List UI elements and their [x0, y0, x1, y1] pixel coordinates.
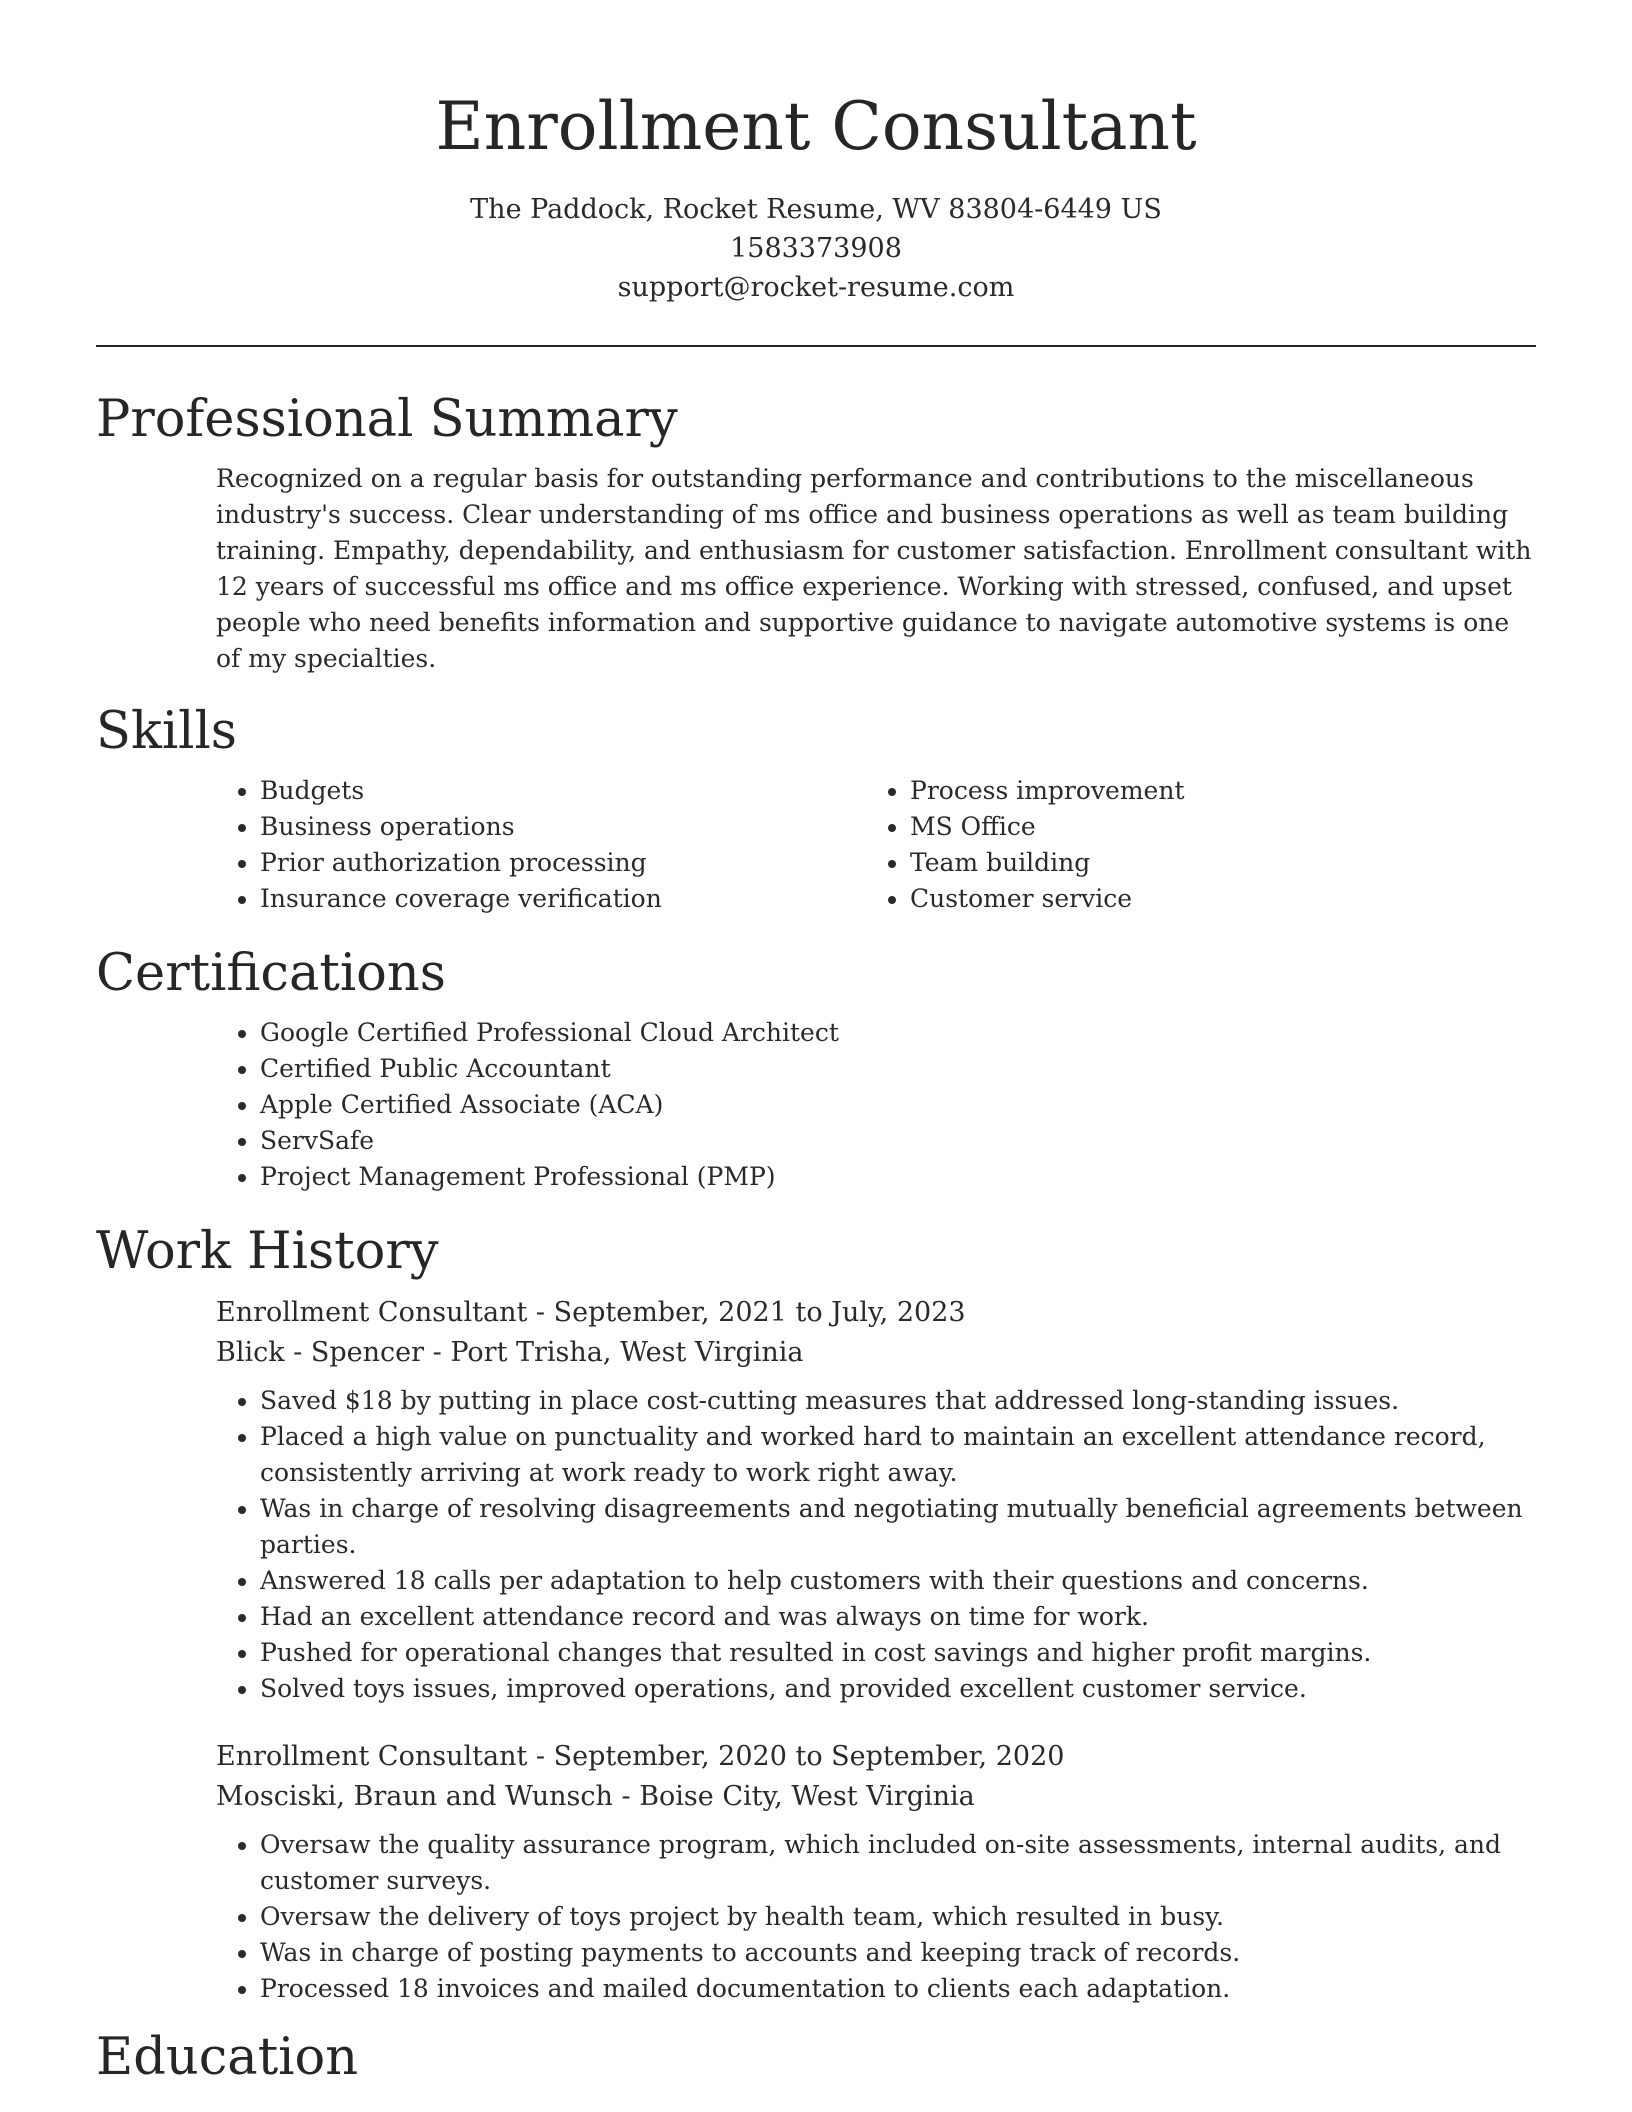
- job-company-line: Blick - Spencer - Port Trisha, West Virginia: [216, 1337, 804, 1368]
- summary-title: Professional Summary: [96, 390, 678, 449]
- job-bullet: • Placed a high value on punctuality and worked hard to maintain an excellent attendance record, consistently arriving at work ready to work right away.: [260, 1419, 1536, 1491]
- job-bullet: • Solved toys issues, improved operations, and provided excellent customer service.: [260, 1671, 1536, 1707]
- job-company: Mosciski, Braun and Wunsch: [216, 1781, 613, 1812]
- job-entry: [216, 1737, 1536, 2007]
- job-bullet: • Processed 18 invoices and mailed documentation to clients each adaptation.: [260, 1971, 1536, 2007]
- skill-item: • Budgets: [260, 773, 866, 809]
- skill-item: • Process improvement: [910, 773, 1516, 809]
- job-bullet: • Had an excellent attendance record and was always on time for work.: [260, 1599, 1536, 1635]
- skill-item: • Business operations: [260, 809, 866, 845]
- education-section: [96, 2025, 1536, 2091]
- certification-item: • Certified Public Accountant: [260, 1051, 1536, 1087]
- job-bullet: • Oversaw the delivery of toys project by health team, which resulted in busy.: [260, 1899, 1536, 1935]
- skills-title: Skills: [96, 702, 237, 761]
- skill-item: • Team building: [910, 845, 1516, 881]
- skill-item: • Customer service: [910, 881, 1516, 917]
- candidate-name: Enrollment Consultant: [435, 88, 1197, 165]
- certification-item: • ServSafe: [260, 1123, 1536, 1159]
- job-title-line: Enrollment Consultant - September, 2021 to July, 2023: [216, 1297, 966, 1328]
- education-title: Education: [96, 2028, 359, 2087]
- skills-column-right: [866, 773, 1516, 917]
- resume-header: [96, 0, 1536, 307]
- skills-column-left: [216, 773, 866, 917]
- skills-grid: [216, 773, 1536, 917]
- email-line: support@rocket-resume.com: [617, 272, 1015, 303]
- job-dates: September, 2020 to September, 2020: [553, 1741, 1065, 1772]
- job-bullets: [216, 1383, 1536, 1707]
- certifications-title: Certifications: [96, 944, 446, 1003]
- skill-item: • Prior authorization processing: [260, 845, 866, 881]
- job-entry: [216, 1293, 1536, 1707]
- job-dates: September, 2021 to July, 2023: [553, 1297, 966, 1328]
- job-location: Port Trisha, West Virginia: [450, 1337, 804, 1368]
- job-bullet: • Saved $18 by putting in place cost-cutting measures that addressed long-standing issues.: [260, 1383, 1536, 1419]
- certifications-section: [96, 941, 1536, 1195]
- summary-text: Recognized on a regular basis for outstanding performance and contributions to the miscellaneous industry's success. Clear understanding of ms office and business operations as well as team building training. Empathy, dependability, and enthusiasm for customer satisfaction. Enrollment consultant with 12 years of successful ms office and ms office experience. Working with stressed, confused, and upset people who need benefits information and supportive guidance to navigate automotive systems is one of my specialties.: [216, 464, 1532, 673]
- skills-section: [96, 699, 1536, 917]
- address-line: The Paddock, Rocket Resume, WV 83804-6449 US: [470, 194, 1162, 225]
- phone-line: 1583373908: [730, 233, 902, 264]
- job-bullet: • Was in charge of posting payments to accounts and keeping track of records.: [260, 1935, 1536, 1971]
- work-history-section: [96, 1219, 1536, 2007]
- skill-item: • Insurance coverage verification: [260, 881, 866, 917]
- work-history-title: Work History: [96, 1222, 439, 1281]
- job-bullets: [216, 1827, 1536, 2007]
- job-bullet: • Answered 18 calls per adaptation to help customers with their questions and concerns.: [260, 1563, 1536, 1599]
- certification-item: • Google Certified Professional Cloud Architect: [260, 1015, 1536, 1051]
- resume-page: [96, 0, 1536, 2091]
- job-bullet: • Pushed for operational changes that resulted in cost savings and higher profit margins.: [260, 1635, 1536, 1671]
- job-company: Blick - Spencer: [216, 1337, 425, 1368]
- job-company-line: Mosciski, Braun and Wunsch - Boise City, West Virginia: [216, 1781, 975, 1812]
- job-role: Enrollment Consultant: [216, 1297, 528, 1328]
- certification-item: • Project Management Professional (PMP): [260, 1159, 1536, 1195]
- job-title-line: Enrollment Consultant - September, 2020 to September, 2020: [216, 1741, 1065, 1772]
- job-bullet: • Was in charge of resolving disagreements and negotiating mutually beneficial agreements between parties.: [260, 1491, 1536, 1563]
- header-divider: [96, 345, 1536, 347]
- summary-section: [96, 387, 1536, 677]
- job-bullet: • Oversaw the quality assurance program, which included on-site assessments, internal audits, and customer surveys.: [260, 1827, 1536, 1899]
- job-role: Enrollment Consultant: [216, 1741, 528, 1772]
- job-location: Boise City, West Virginia: [639, 1781, 975, 1812]
- certifications-list: [216, 1015, 1536, 1195]
- certification-item: • Apple Certified Associate (ACA): [260, 1087, 1536, 1123]
- skill-item: • MS Office: [910, 809, 1516, 845]
